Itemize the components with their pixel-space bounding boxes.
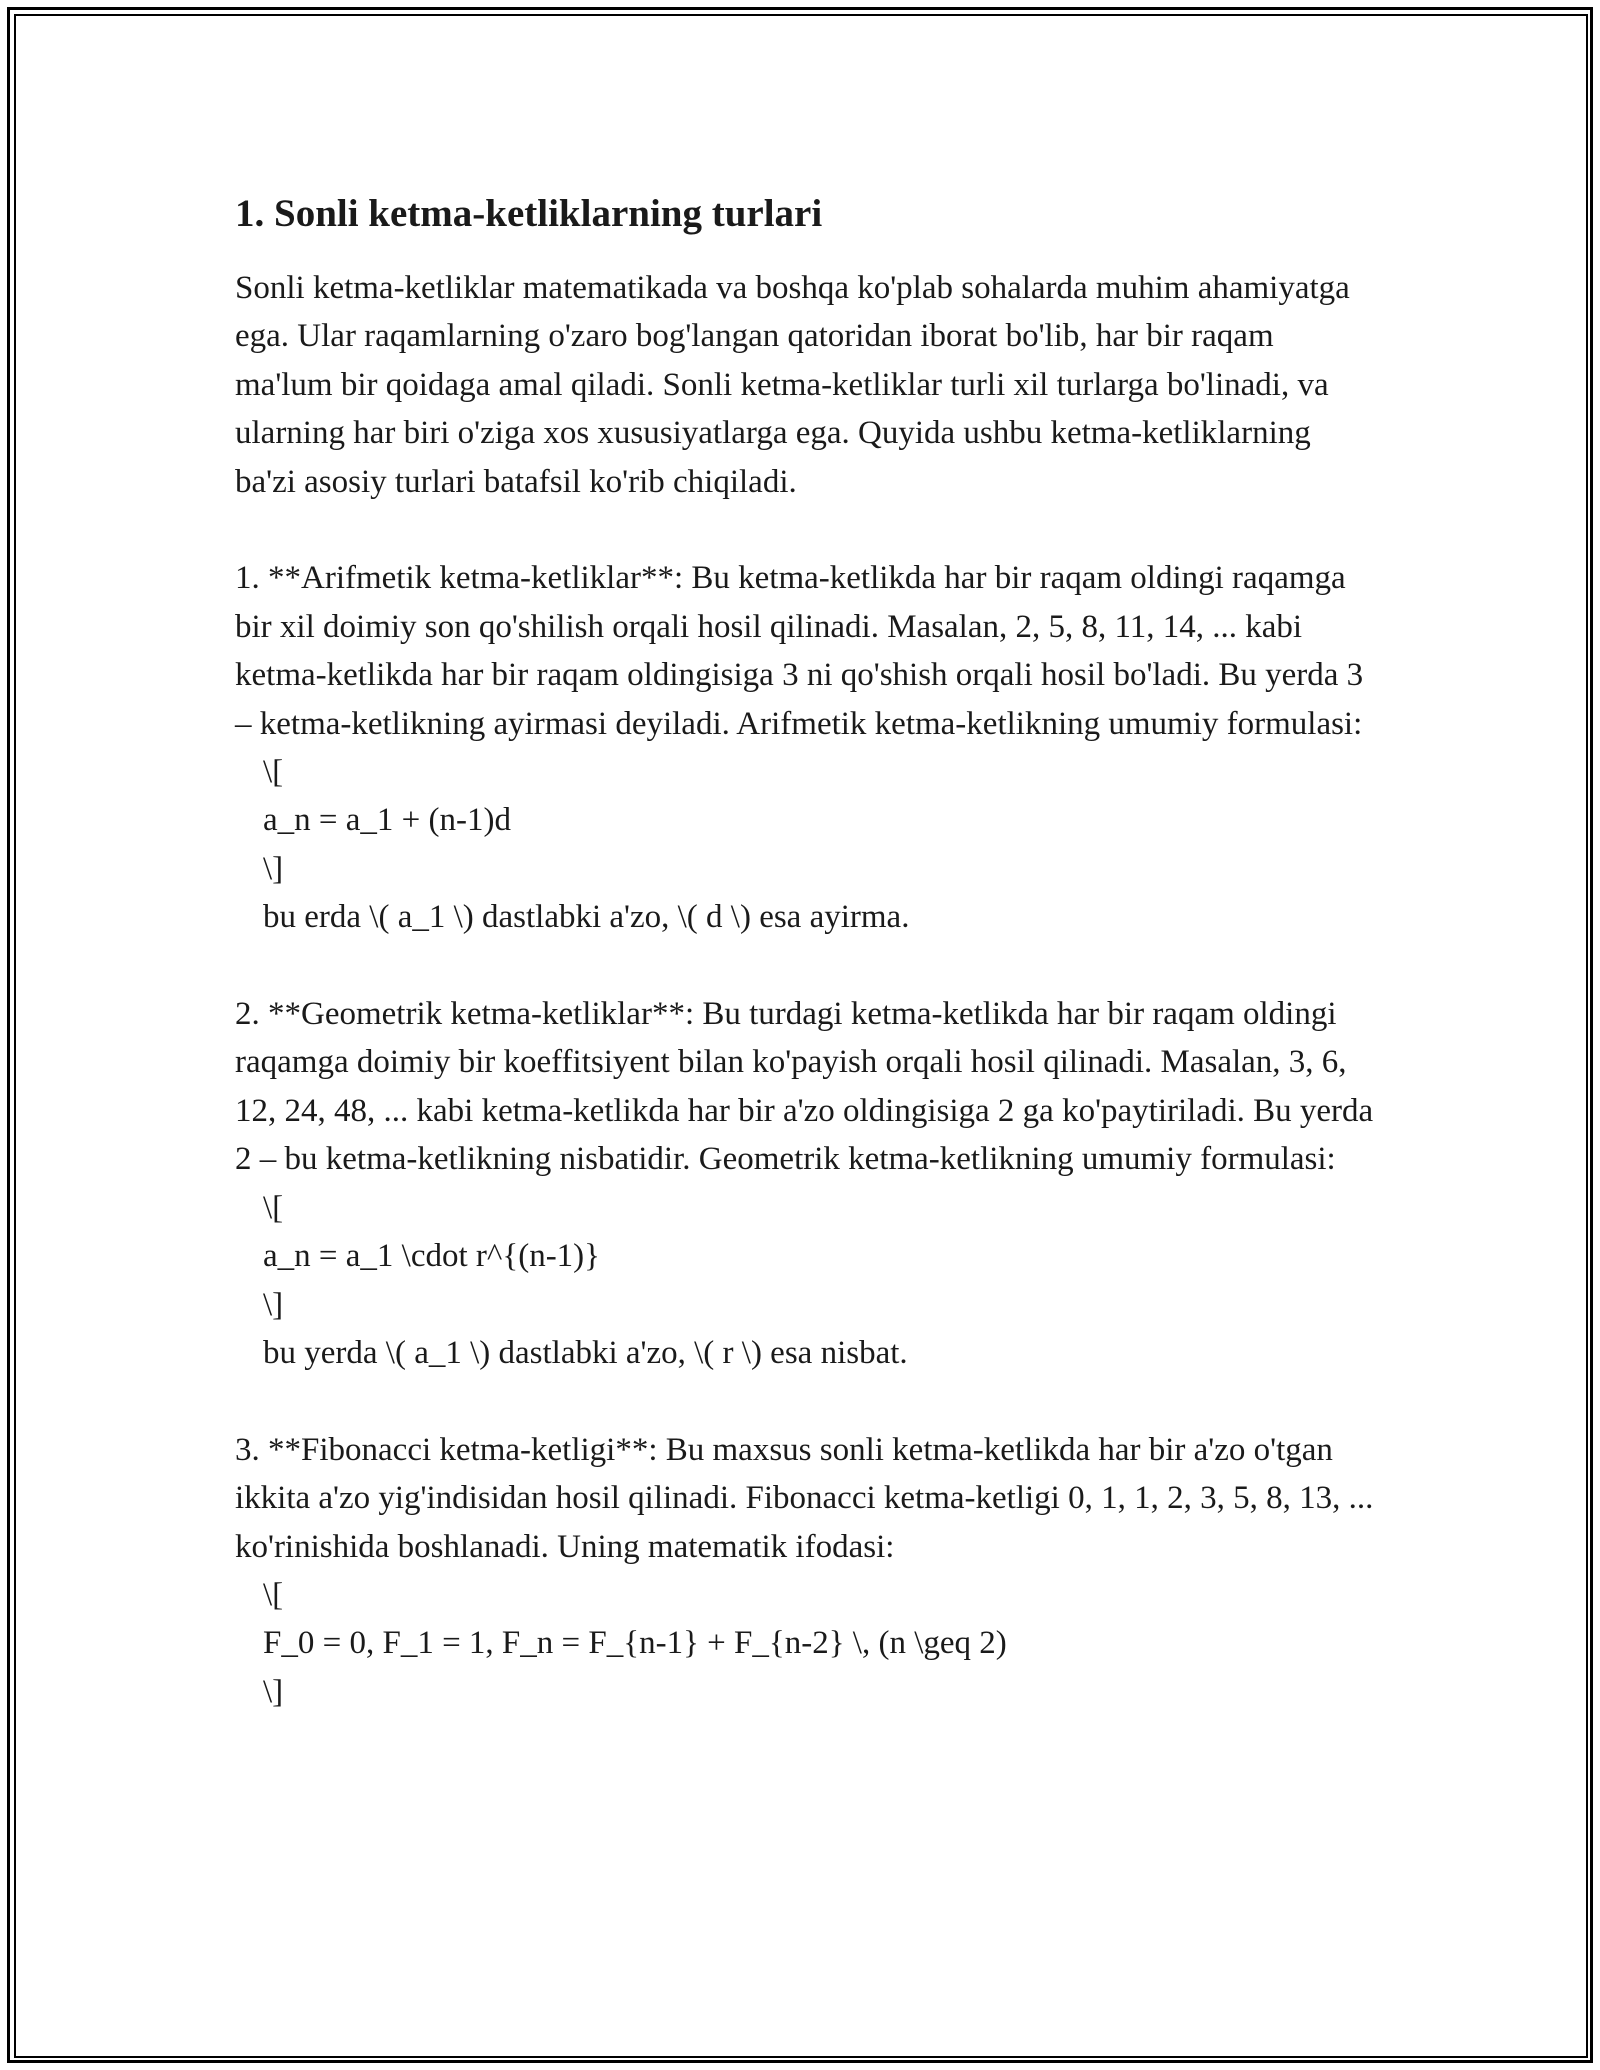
arithmetic-formula-note: bu erda \( a_1 \) dastlabki a'zo, \( d \) esa ayirma.	[263, 899, 910, 936]
fibonacci-description: 3. **Fibonacci ketma-ketligi**: Bu maxsus sonli ketma-ketlikda har bir a'zo o'tgan ikkita a'zo yig'indisidan hosil qilinadi. Fibonacci ketma-ketligi 0, 1, 1, 2, 3, 5, 8, 13, ... ko'rinishida boshlanadi. Uning matematik ifodasi:	[235, 1431, 1374, 1565]
section-heading: 1. Sonli ketma-ketliklarning turlari	[235, 192, 823, 235]
arithmetic-formula-close: \]	[263, 850, 284, 887]
fibonacci-formula: F_0 = 0, F_1 = 1, F_n = F_{n-1} + F_{n-2} \, (n \geq 2)	[263, 1625, 1007, 1662]
arithmetic-formula-open: \[	[263, 754, 284, 791]
document-body	[235, 186, 1375, 1765]
geometric-formula-note: bu yerda \( a_1 \) dastlabki a'zo, \( r \) esa nisbat.	[263, 1334, 908, 1371]
arithmetic-description: 1. **Arifmetik ketma-ketliklar**: Bu ketma-ketlikda har bir raqam oldingi raqamga bir xil doimiy son qo'shilish orqali hosil qilinadi. Masalan, 2, 5, 8, 11, 14, ... kabi ketma-ketlikda har bir raqam oldingisiga 3 ni qo'shish orqali hosil bo'ladi. Bu yerda 3 – ketma-ketlikning ayirmasi deyiladi. Arifmetik ketma-ketlikning umumiy formulasi:	[235, 560, 1364, 742]
arithmetic-formula: a_n = a_1 + (n-1)d	[263, 802, 511, 839]
intro-paragraph: Sonli ketma-ketliklar matematikada va boshqa ko'plab sohalarda muhim ahamiyatga ega. Ular raqamlarning o'zaro bog'langan qatoridan iborat bo'lib, har bir raqam ma'lum bir qoidaga amal qiladi. Sonli ketma-ketliklar turli xil turlarga bo'linadi, va ularning har biri o'ziga xos xususiyatlarga ega. Quyida ushbu ketma-ketliklarning ba'zi asosiy turlari batafsil ko'rib chiqiladi.	[235, 270, 1350, 500]
geometric-formula-open: \[	[263, 1189, 284, 1226]
geometric-description: 2. **Geometrik ketma-ketliklar**: Bu turdagi ketma-ketlikda har bir raqam oldingi raqamga doimiy bir koeffitsiyent bilan ko'payish orqali hosil qilinadi. Masalan, 3, 6, 12, 24, 48, ... kabi ketma-ketlikda har bir a'zo oldingisiga 2 ga ko'paytiriladi. Bu yerda 2 – bu ketma-ketlikning nisbatidir. Geometrik ketma-ketlikning umumiy formulasi:	[235, 996, 1374, 1178]
fibonacci-formula-open: \[	[263, 1576, 284, 1613]
section-arithmetic	[235, 554, 1375, 941]
section-fibonacci	[235, 1426, 1375, 1716]
section-geometric	[235, 990, 1375, 1377]
fibonacci-formula-close: \]	[263, 1673, 284, 1710]
geometric-formula: a_n = a_1 \cdot r^{(n-1)}	[263, 1238, 601, 1275]
geometric-formula-close: \]	[263, 1286, 284, 1323]
